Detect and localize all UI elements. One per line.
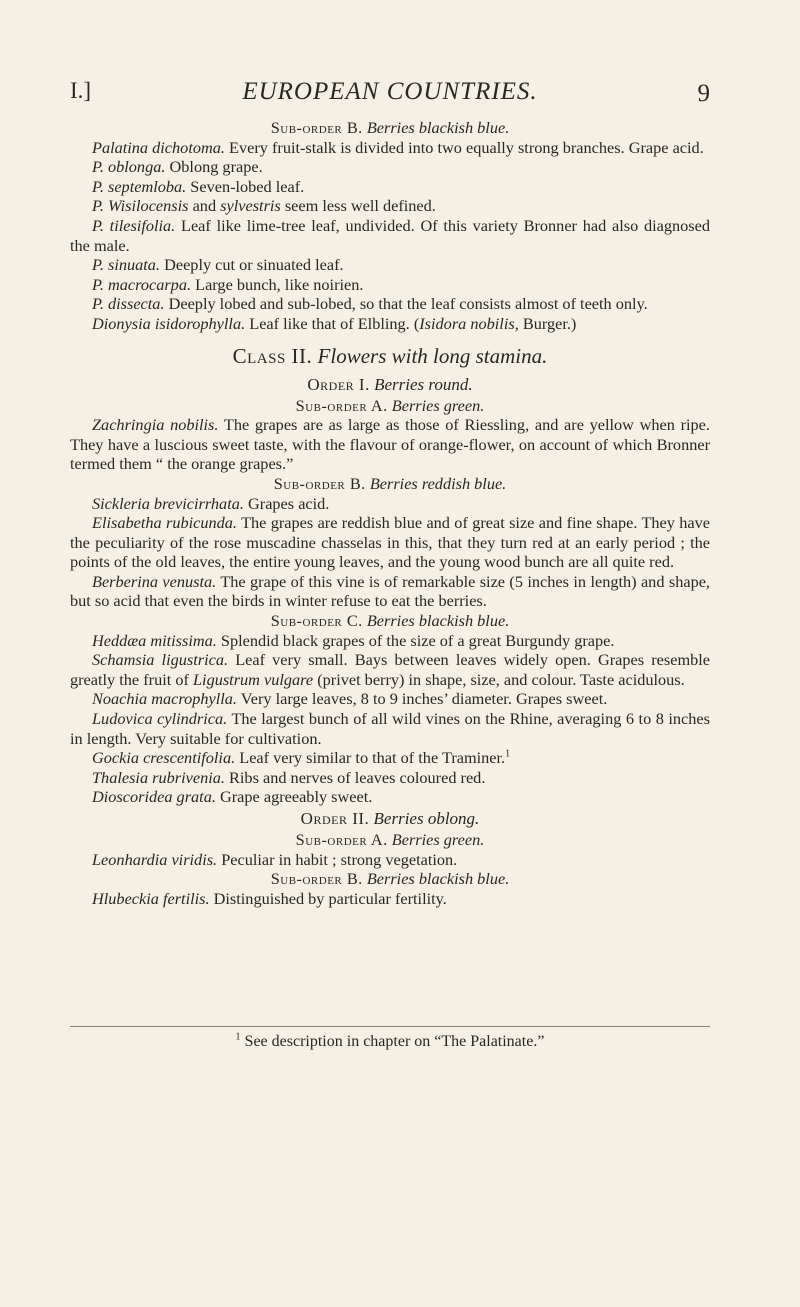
chapter-marker: I.]	[70, 78, 92, 103]
footnote-divider	[70, 1026, 710, 1027]
variety-entry: P. Wisilocensis and sylvestris seem less well defined.	[92, 196, 436, 216]
class-heading: Class II. Flowers with long stamina.	[232, 343, 548, 368]
running-title: EUROPEAN COUNTRIES.	[242, 78, 538, 105]
variety-entry: Thalesia rubrivenia. Ribs and nerves of leaves coloured red.	[92, 767, 486, 787]
variety-entry: Palatina dichotoma. Every fruit-stalk is divided into two equally strong branches. Grape acid.	[92, 137, 704, 157]
order-heading: Order I. Berries round.	[307, 374, 473, 394]
sub-order-heading: Sub-order B. Berries blackish blue.	[270, 869, 510, 889]
variety-entry: P. tilesifolia. Leaf like lime-tree leaf, undivided. Of this variety Bronner had also diagnosed the male.	[70, 215, 710, 255]
variety-entry: Sickleria brevicirrhata. Grapes acid.	[92, 493, 330, 513]
page-number: 9	[697, 80, 710, 107]
variety-entry: Dioscoridea grata. Grape agreeably sweet.	[92, 787, 373, 807]
variety-entry: Berberina venusta. The grape of this vine is of remarkable size (5 inches in length) and shape, but so acid that even the birds in winter refuse to eat the berries.	[70, 571, 711, 611]
variety-entry: Noachia macrophylla. Very large leaves, 8 to 9 inches’ diameter. Grapes sweet.	[92, 689, 608, 709]
variety-entry: P. oblonga. Oblong grape.	[92, 157, 263, 177]
variety-entry: Hlubeckia fertilis. Distinguished by particular fertility.	[92, 888, 447, 908]
variety-entry: Heddæa mitissima. Splendid black grapes of the size of a great Burgundy grape.	[92, 630, 615, 650]
variety-entry: P. dissecta. Deeply lobed and sub-lobed, so that the leaf consists almost of teeth only.	[92, 294, 648, 314]
page-body	[70, 118, 710, 908]
variety-entry: P. sinuata. Deeply cut or sinuated leaf.	[92, 255, 344, 275]
footnote-ref: 1	[505, 748, 511, 760]
sub-order-heading: Sub-order A. Berries green.	[295, 830, 485, 849]
sub-order-heading: Sub-order A. Berries green.	[295, 395, 485, 415]
variety-entry: Leonhardia viridis. Peculiar in habit ; strong vegetation.	[92, 849, 458, 869]
variety-entry: Zachringia nobilis. The grapes are as large as those of Riessling, and are yellow when ripe. They have a luscious sweet taste, with the flavour of orange-flower, on account of which Bronner termed them “ the orange grapes.”	[70, 415, 710, 474]
order-heading: Order II. Berries oblong.	[300, 809, 480, 828]
variety-entry: Gockia crescentifolia. Leaf very similar to that of the Traminer.$^1$	[92, 748, 511, 768]
sub-order-heading: Sub-order C. Berries blackish blue.	[270, 611, 510, 631]
variety-entry: P. macrocarpa. Large bunch, like noirien.	[92, 274, 364, 294]
footnote: $^1$ See description in chapter on “The Palatinate.”	[235, 1031, 545, 1050]
running-header	[70, 78, 710, 112]
variety-entry: Schamsia ligustrica. Leaf very small. Bays between leaves widely open. Grapes resemble greatly the fruit of Ligustrum vulgare (privet berry) in shape, size, and colour. Taste acidulous.	[70, 650, 710, 689]
variety-entry: P. septemloba. Seven-lobed leaf.	[92, 176, 305, 196]
sub-order-heading: Sub-order B. Berries blackish blue.	[270, 118, 510, 137]
variety-entry: Elisabetha rubicunda. The grapes are reddish blue and of great size and fine shape. They have the peculiarity of the rose muscadine chasselas in this, that they turn red at an early period ; the points of the old leaves, the entire young leaves, and the young wood bunch are all quite red.	[70, 513, 711, 572]
sub-order-heading: Sub-order B. Berries reddish blue.	[273, 473, 507, 493]
variety-entry: Dionysia isidorophylla. Leaf like that of Elbling. (Isidora nobilis, Burger.)	[92, 313, 577, 333]
variety-entry: Ludovica cylindrica. The largest bunch of all wild vines on the Rhine, averaging 6 to 8 inches in length. Very suitable for cultivation.	[70, 709, 710, 748]
